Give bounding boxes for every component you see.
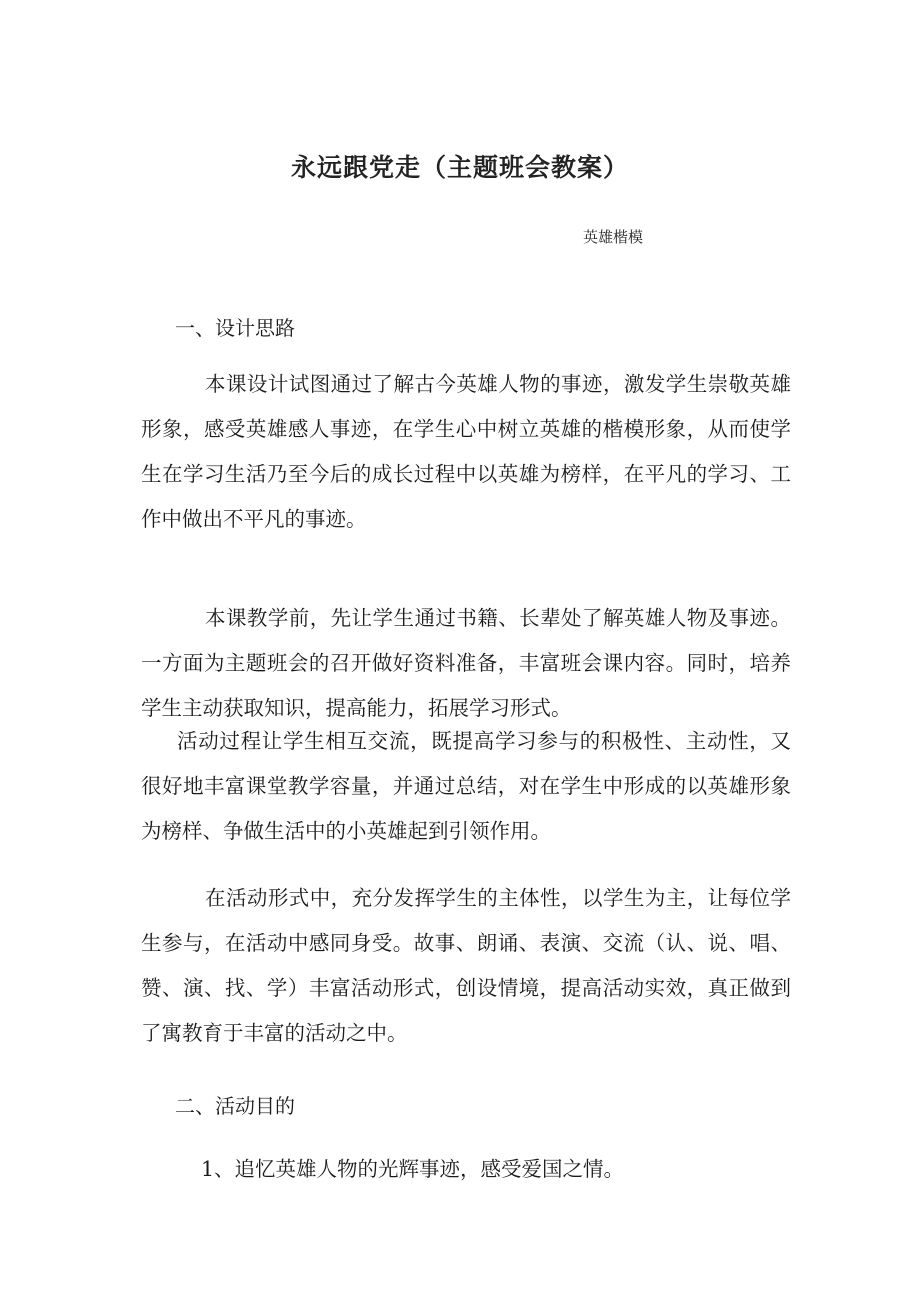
document-author: 英雄楷模 bbox=[583, 228, 644, 246]
paragraph-2: 本课教学前，先让学生通过书籍、长辈处了解英雄人物及事迹。一方面为主题班会的召开做好资料准备，丰富班会课内容。同时，培养学生主动获取知识，提高能力，拓展学习形式。 bbox=[141, 606, 791, 720]
paragraph-1: 本课设计试图通过了解古今英雄人物的事迹，激发学生崇敬英雄形象，感受英雄感人事迹，在学生心中树立英雄的楷模形象，从而使学生在学习生活乃至今后的成长过程中以英雄为榜样，在平凡的学习、工作中做出不平凡的事迹。 bbox=[141, 372, 791, 531]
section-heading-design-ideas: 一、设计思路 bbox=[175, 316, 295, 340]
paragraph-3: 活动过程让学生相互交流，既提高学习参与的积极性、主动性，又很好地丰富课堂教学容量，并通过总结，对在学生中形成的以英雄形象为榜样、争做生活中的小英雄起到引领作用。 bbox=[141, 729, 791, 843]
section-heading-activity-goals: 二、活动目的 bbox=[175, 1094, 295, 1118]
paragraph-4: 在活动形式中，充分发挥学生的主体性，以学生为主，让每位学生参与，在活动中感同身受。故事、朗诵、表演、交流（认、说、唱、赞、演、找、学）丰富活动形式，创设情境，提高活动实效，真正做到了寓教育于丰富的活动之中。 bbox=[141, 886, 791, 1045]
list-item: 1、追忆英雄人物的光辉事迹，感受爱国之情。 bbox=[201, 1157, 625, 1181]
document-title: 永远跟党走（主题班会教案） bbox=[290, 153, 629, 182]
